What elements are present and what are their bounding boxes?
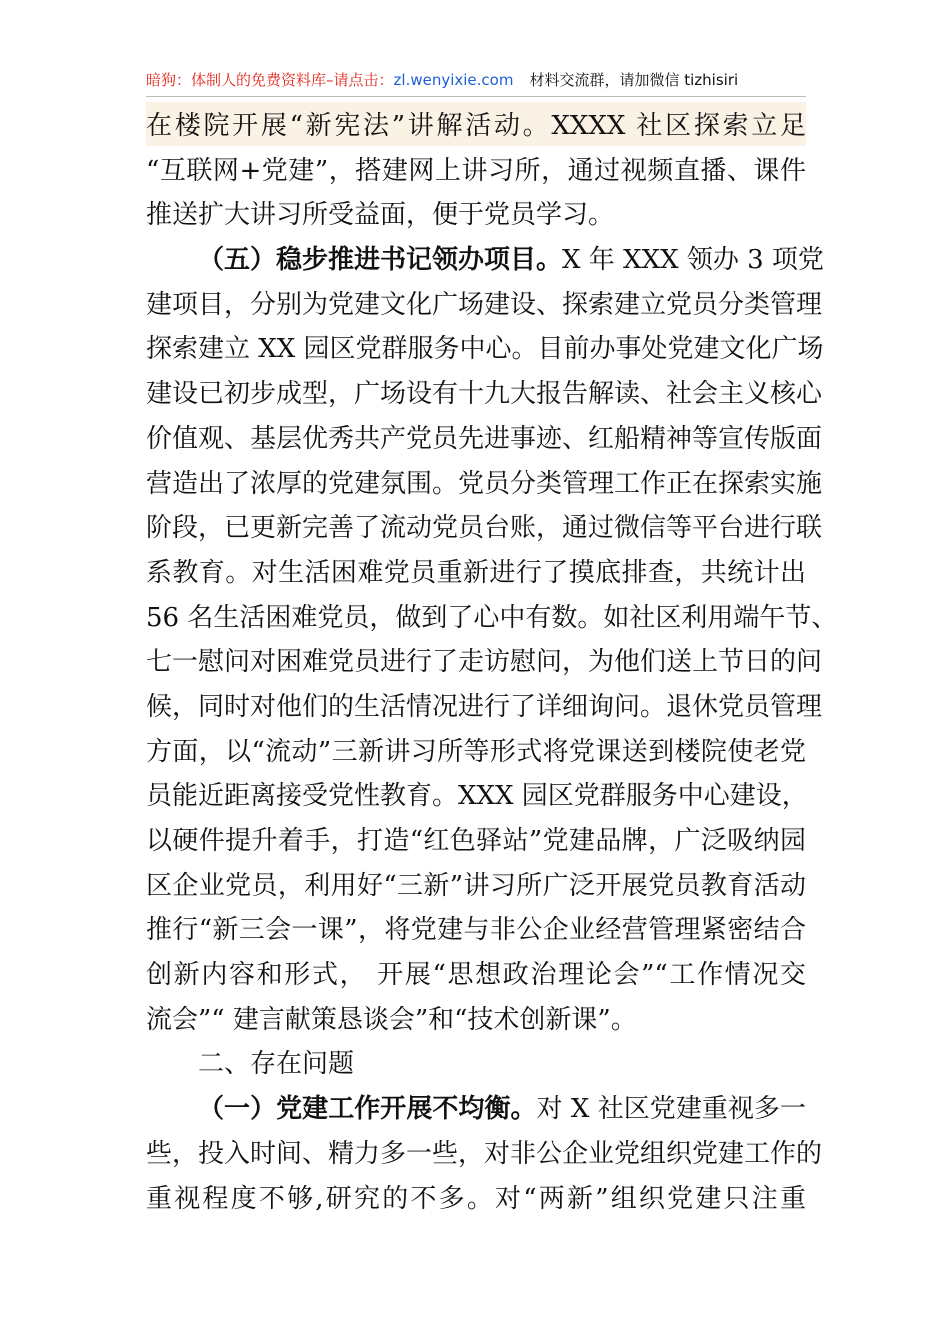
document-body [146, 104, 838, 1221]
body-line: 56 名生活困难党员，做到了心中有数。如社区利用端午节、 [146, 602, 838, 633]
header-divider [146, 96, 806, 97]
body-line: 建项目，分别为党建文化广场建设、探索建立党员分类管理 [146, 289, 823, 320]
site-url-link[interactable]: zl.wenyixie.com [393, 71, 514, 89]
body-line: 流会”“ 建言献策恳谈会”和“技术创新课”。 [146, 1004, 637, 1035]
body-line [146, 1087, 806, 1132]
section-heading-five: （五）稳步推进书记领办项目。 [198, 245, 563, 276]
site-name: 暗狗：体制人的免费资料库 [146, 71, 327, 89]
body-line: 价值观、基层优秀共产党员先进事迹、红船精神等宣传版面 [146, 423, 823, 454]
body-line: 推送扩大讲习所受益面，便于党员学习。 [146, 200, 615, 231]
body-line: 候，同时对他们的生活情况进行了详细询问。退休党员管理 [146, 691, 823, 722]
body-line: 系教育。对生活困难党员重新进行了摸底排查，共统计出 [146, 557, 806, 588]
body-line [146, 238, 824, 283]
body-line: 七一慰问对困难党员进行了走访慰问，为他们送上节日的问 [146, 647, 823, 678]
body-line: 推行“新三会一课”，将党建与非公企业经营管理紧密结合 [146, 915, 806, 946]
body-line: 些，投入时间、精力多一些，对非公企业党组织党建工作的 [146, 1138, 823, 1169]
body-line: 员能近距离接受党性教育。XXX 园区党群服务中心建设， [146, 781, 808, 812]
body-line: 区企业党员，利用好“三新”讲习所广泛开展党员教育活动 [146, 870, 806, 901]
body-line: 方面，以“流动”三新讲习所等形式将党课送到楼院使老党 [146, 736, 806, 767]
body-line: 创新内容和形式， 开展“思想政治理论会”“工作情况交 [146, 960, 806, 991]
document-header [146, 66, 806, 94]
body-line: 营造出了浓厚的党建氛围。党员分类管理工作正在探索实施 [146, 468, 823, 499]
click-prefix: –请点击： [326, 71, 394, 89]
section-heading-one: （一）党建工作开展不均衡。 [198, 1094, 537, 1125]
body-line-text: 对 X 社区党建重视多一 [536, 1094, 806, 1125]
group-contact-text: 材料交流群，请加微信 tizhisiri [529, 71, 739, 89]
body-line: 以硬件提升着手，打造“红色驿站”党建品牌，广泛吸纳园 [146, 826, 806, 856]
body-line: 在楼院开展“新宪法”讲解活动。XXXX 社区探索立足 [146, 111, 806, 141]
section-heading-two: 二、存在问题 [198, 1049, 355, 1080]
body-line: 探索建立 XX 园区党群服务中心。目前办事处党建文化广场 [146, 334, 824, 365]
body-line: 阶段，已更新完善了流动党员台账，通过微信等平台进行联 [146, 513, 823, 544]
body-line: 重视程度不够,研究的不多。对“两新”组织党建只注重 [146, 1183, 806, 1214]
body-line-text: X 年 XXX 领办 3 项党 [562, 245, 824, 276]
body-line: 建设已初步成型，广场设有十九大报告解读、社会主义核心 [146, 379, 823, 410]
body-line: “互联网+党建”，搭建网上讲习所，通过视频直播、课件 [146, 155, 806, 186]
